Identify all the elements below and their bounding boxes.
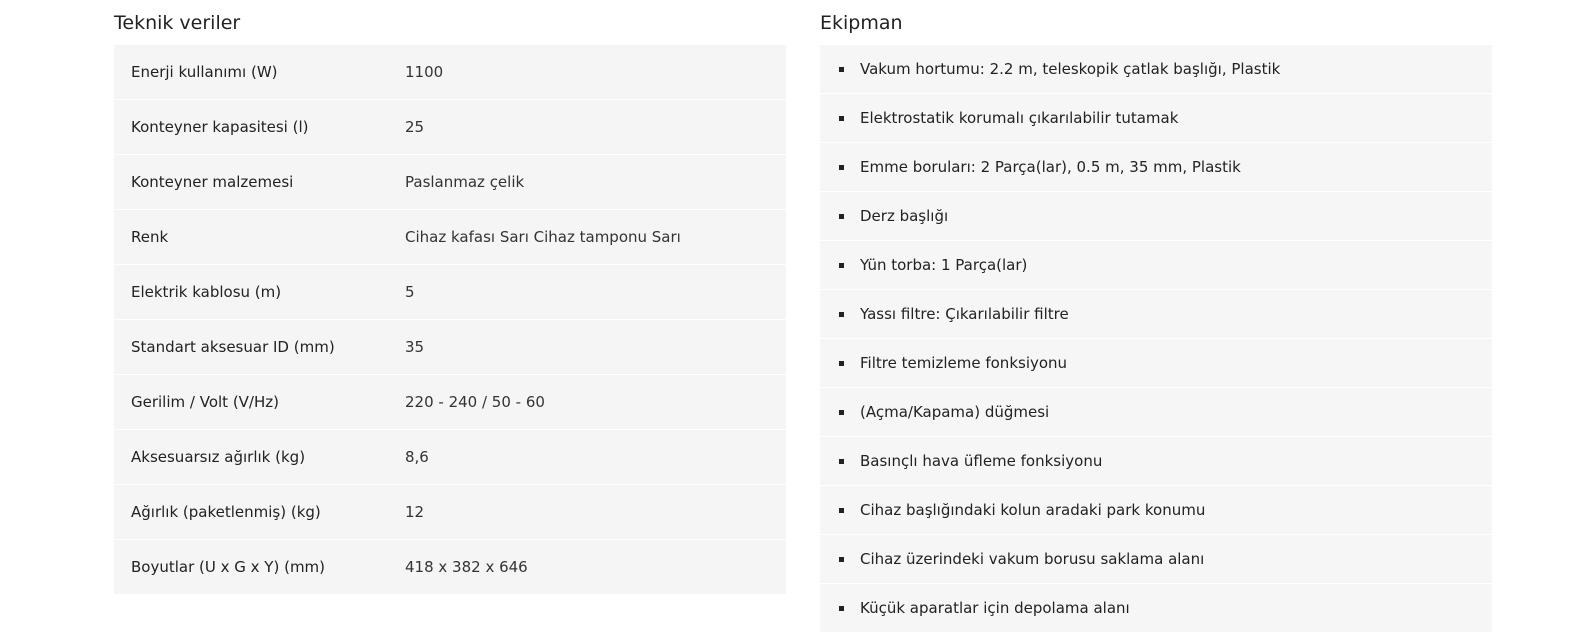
table-row <box>114 155 786 210</box>
equipment-item-label: Basınçlı hava üfleme fonksiyonu <box>860 452 1103 470</box>
technical-data-table <box>114 45 786 595</box>
equipment-section <box>820 0 1492 633</box>
table-row <box>114 265 786 320</box>
equipment-item-label: Cihaz üzerindeki vakum borusu saklama alanı <box>860 550 1205 568</box>
spec-label: Enerji kullanımı (W) <box>131 63 278 81</box>
equipment-item-label: Emme boruları: 2 Parça(lar), 0.5 m, 35 mm, Plastik <box>860 158 1241 176</box>
list-item <box>820 290 1492 339</box>
technical-data-section <box>114 0 786 595</box>
spec-label: Standart aksesuar ID (mm) <box>131 338 335 356</box>
equipment-item-label: Vakum hortumu: 2.2 m, teleskopik çatlak başlığı, Plastik <box>860 60 1281 78</box>
bullet-icon <box>839 459 844 464</box>
equipment-item-label: Derz başlığı <box>860 207 949 225</box>
spec-label: Boyutlar (U x G x Y) (mm) <box>131 558 326 576</box>
list-item <box>820 45 1492 94</box>
list-item <box>820 143 1492 192</box>
spec-value: 220 - 240 / 50 - 60 <box>405 393 545 411</box>
spec-value: Paslanmaz çelik <box>405 173 525 191</box>
equipment-list <box>820 45 1492 633</box>
spec-label: Ağırlık (paketlenmiş) (kg) <box>131 503 321 521</box>
list-item <box>820 94 1492 143</box>
equipment-item-label: Filtre temizleme fonksiyonu <box>860 354 1068 372</box>
equipment-item-label: Cihaz başlığındaki kolun aradaki park konumu <box>860 501 1206 519</box>
bullet-icon <box>839 410 844 415</box>
equipment-item-label: Yassı filtre: Çıkarılabilir filtre <box>860 305 1069 323</box>
spec-value: 5 <box>405 283 415 301</box>
bullet-icon <box>839 116 844 121</box>
table-row <box>114 540 786 595</box>
table-row <box>114 430 786 485</box>
spec-label: Konteyner malzemesi <box>131 173 294 191</box>
spec-label: Renk <box>131 228 169 246</box>
table-row <box>114 375 786 430</box>
equipment-item-label: Yün torba: 1 Parça(lar) <box>860 256 1028 274</box>
spec-value: 35 <box>405 338 425 356</box>
bullet-icon <box>839 557 844 562</box>
spec-value: 1100 <box>405 63 444 81</box>
spec-label: Gerilim / Volt (V/Hz) <box>131 393 279 411</box>
bullet-icon <box>839 165 844 170</box>
spec-label: Aksesuarsız ağırlık (kg) <box>131 448 306 466</box>
table-row <box>114 100 786 155</box>
list-item <box>820 192 1492 241</box>
list-item <box>820 437 1492 486</box>
list-item <box>820 241 1492 290</box>
table-row <box>114 320 786 375</box>
list-item <box>820 584 1492 633</box>
spec-label: Elektrik kablosu (m) <box>131 283 282 301</box>
list-item <box>820 486 1492 535</box>
spec-value: 418 x 382 x 646 <box>405 558 528 576</box>
equipment-item-label: (Açma/Kapama) düğmesi <box>860 403 1050 421</box>
list-item <box>820 535 1492 584</box>
bullet-icon <box>839 312 844 317</box>
bullet-icon <box>839 508 844 513</box>
bullet-icon <box>839 361 844 366</box>
equipment-title: Ekipman <box>820 12 903 34</box>
spec-value: Cihaz kafası Sarı Cihaz tamponu Sarı <box>405 228 681 246</box>
bullet-icon <box>839 263 844 268</box>
bullet-icon <box>839 606 844 611</box>
table-row <box>114 485 786 540</box>
spec-label: Konteyner kapasitesi (l) <box>131 118 309 136</box>
table-row <box>114 45 786 100</box>
bullet-icon <box>839 214 844 219</box>
list-item <box>820 388 1492 437</box>
spec-value: 25 <box>405 118 425 136</box>
list-item <box>820 339 1492 388</box>
spec-value: 8,6 <box>405 448 429 466</box>
bullet-icon <box>839 67 844 72</box>
table-row <box>114 210 786 265</box>
spec-value: 12 <box>405 503 425 521</box>
equipment-item-label: Elektrostatik korumalı çıkarılabilir tutamak <box>860 109 1179 127</box>
equipment-item-label: Küçük aparatlar için depolama alanı <box>860 599 1130 617</box>
technical-data-title: Teknik veriler <box>114 12 241 34</box>
